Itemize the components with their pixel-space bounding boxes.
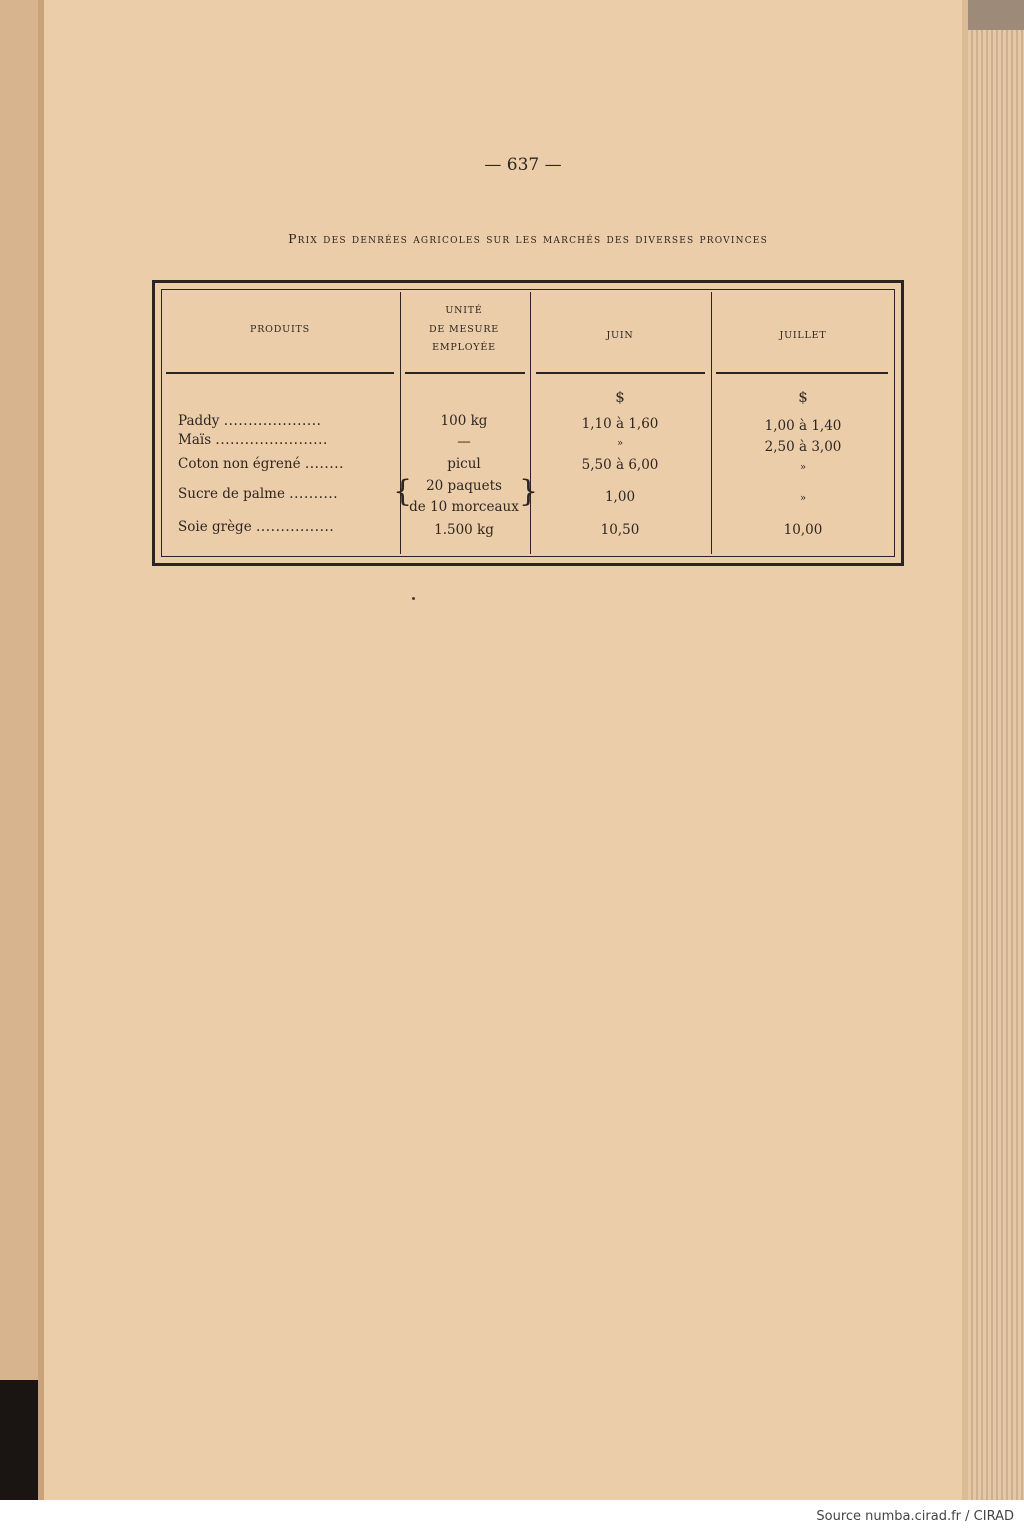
row-coton-product: Coton non égrené ........ xyxy=(178,456,344,472)
column-divider xyxy=(711,292,712,554)
header-juin: JUIN xyxy=(606,330,634,341)
currency-juin: $ xyxy=(615,388,625,406)
row-sucre-unit-line2: de 10 morceaux xyxy=(409,499,519,515)
header-rule xyxy=(536,372,705,374)
row-mais-unit: — xyxy=(457,434,471,450)
row-sucre-product: Sucre de palme .......... xyxy=(178,486,339,502)
book-gutter xyxy=(38,0,44,1500)
header-unite-line3: EMPLOYÉE xyxy=(432,342,496,353)
source-credit: Source numba.cirad.fr / CIRAD xyxy=(816,1509,1014,1524)
header-rule xyxy=(166,372,394,374)
currency-juillet: $ xyxy=(798,388,808,406)
row-soie-juillet: 10,00 xyxy=(783,522,823,538)
page-number: — 637 — xyxy=(484,155,562,175)
ink-dot xyxy=(412,597,415,600)
header-produits: PRODUITS xyxy=(250,324,310,335)
table-title: Prix des denrées agricoles sur les marchés des diverses provinces xyxy=(288,231,768,246)
column-divider xyxy=(400,292,401,554)
row-mais-juin: » xyxy=(616,438,624,449)
left-page-edge xyxy=(0,0,40,1500)
row-coton-juin: 5,50 à 6,00 xyxy=(581,457,659,473)
page-stack xyxy=(968,0,1024,1500)
header-rule xyxy=(716,372,888,374)
right-brace: } xyxy=(519,474,539,509)
row-mais-juillet: 2,50 à 3,00 xyxy=(764,439,842,455)
row-soie-juin: 10,50 xyxy=(600,522,640,538)
header-unite-line1: UNITÉ xyxy=(445,305,483,316)
row-sucre-juin: 1,00 xyxy=(604,489,636,505)
page-stack-top xyxy=(968,0,1024,30)
header-unite-line2: DE MESURE xyxy=(428,324,500,335)
row-paddy-juillet: 1,00 à 1,40 xyxy=(764,418,842,434)
row-paddy-product: Paddy .................... xyxy=(178,413,322,429)
row-sucre-unit-line1: 20 paquets xyxy=(426,478,502,494)
header-juillet: JUILLET xyxy=(779,330,827,341)
row-soie-unit: 1.500 kg xyxy=(434,522,494,538)
row-sucre-juillet: » xyxy=(799,493,807,504)
row-mais-product: Maïs ....................... xyxy=(178,432,328,448)
header-rule xyxy=(405,372,525,374)
left-brace: { xyxy=(393,474,413,509)
row-coton-juillet: » xyxy=(799,462,807,473)
row-soie-product: Soie grège ................ xyxy=(178,519,335,535)
row-coton-unit: picul xyxy=(447,456,481,472)
row-paddy-unit: 100 kg xyxy=(440,413,488,429)
column-divider xyxy=(530,292,531,554)
binding-edge xyxy=(0,1380,38,1500)
row-paddy-juin: 1,10 à 1,60 xyxy=(581,416,659,432)
